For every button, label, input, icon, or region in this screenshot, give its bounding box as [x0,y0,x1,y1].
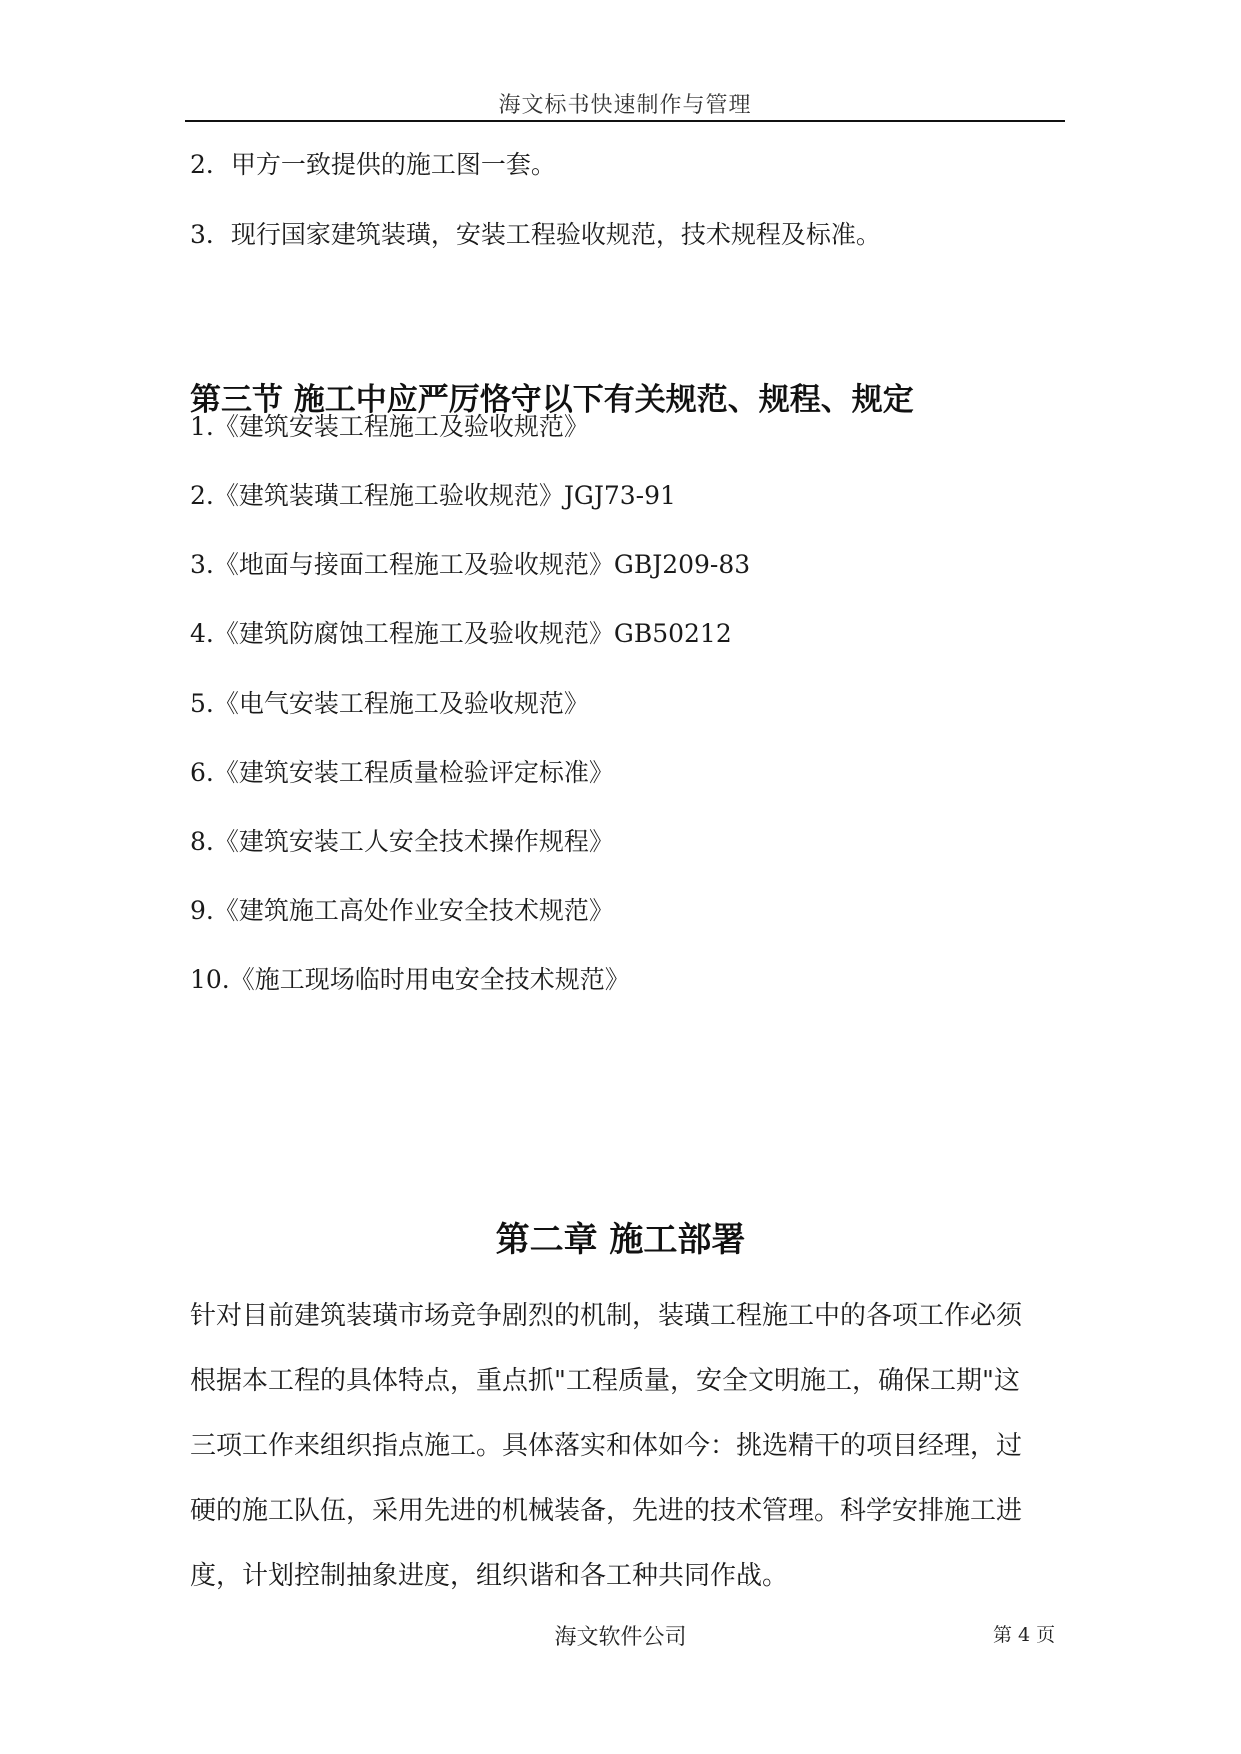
regulation-item: 8.《建筑安装工人安全技术操作规程》 [190,827,614,856]
regulation-item: 2.《建筑装璜工程施工验收规范》JGJ73-91 [190,481,676,510]
footer-company: 海文软件公司 [554,1625,687,1650]
intro-item: 2．甲方一致提供的施工图一套。 [190,150,556,179]
running-header-title: 海文标书快速制作与管理 [498,93,752,118]
regulation-item: 6.《建筑安装工程质量检验评定标准》 [190,758,614,787]
page-number: 第 4 页 [993,1624,1056,1646]
section-heading: 第三节 施工中应严厉恪守以下有关规范、规程、规定 [190,382,914,418]
regulation-item: 9.《建筑施工高处作业安全技术规范》 [190,896,614,925]
paragraph-line: 三项工作来组织指点施工。具体落实和体如今：挑选精干的项目经理，过 [190,1431,1023,1461]
chapter-paragraph [190,1284,1070,1609]
intro-item: 3．现行国家建筑装璜，安装工程验收规范，技术规程及标准。 [190,220,881,249]
chapter-heading: 第二章 施工部署 [495,1220,746,1260]
paragraph-line: 硬的施工队伍，采用先进的机械装备，先进的技术管理。科学安排施工进 [190,1496,1023,1526]
header-divider [185,120,1065,122]
regulation-item: 4.《建筑防腐蚀工程施工及验收规范》GB50212 [190,619,732,648]
paragraph-line: 根据本工程的具体特点，重点抓"工程质量，安全文明施工，确保工期"这 [190,1366,1020,1396]
regulation-item: 5.《电气安装工程施工及验收规范》 [190,689,589,718]
paragraph-line: 度，计划控制抽象进度，组织谐和各工种共同作战。 [190,1561,789,1591]
paragraph-line: 针对目前建筑装璜市场竞争剧烈的机制，装璜工程施工中的各项工作必须 [190,1301,1023,1331]
regulation-item: 10.《施工现场临时用电安全技术规范》 [190,965,630,994]
regulation-item: 3.《地面与接面工程施工及验收规范》GBJ209-83 [190,550,751,579]
regulation-item: 1.《建筑安装工程施工及验收规范》 [190,412,589,441]
